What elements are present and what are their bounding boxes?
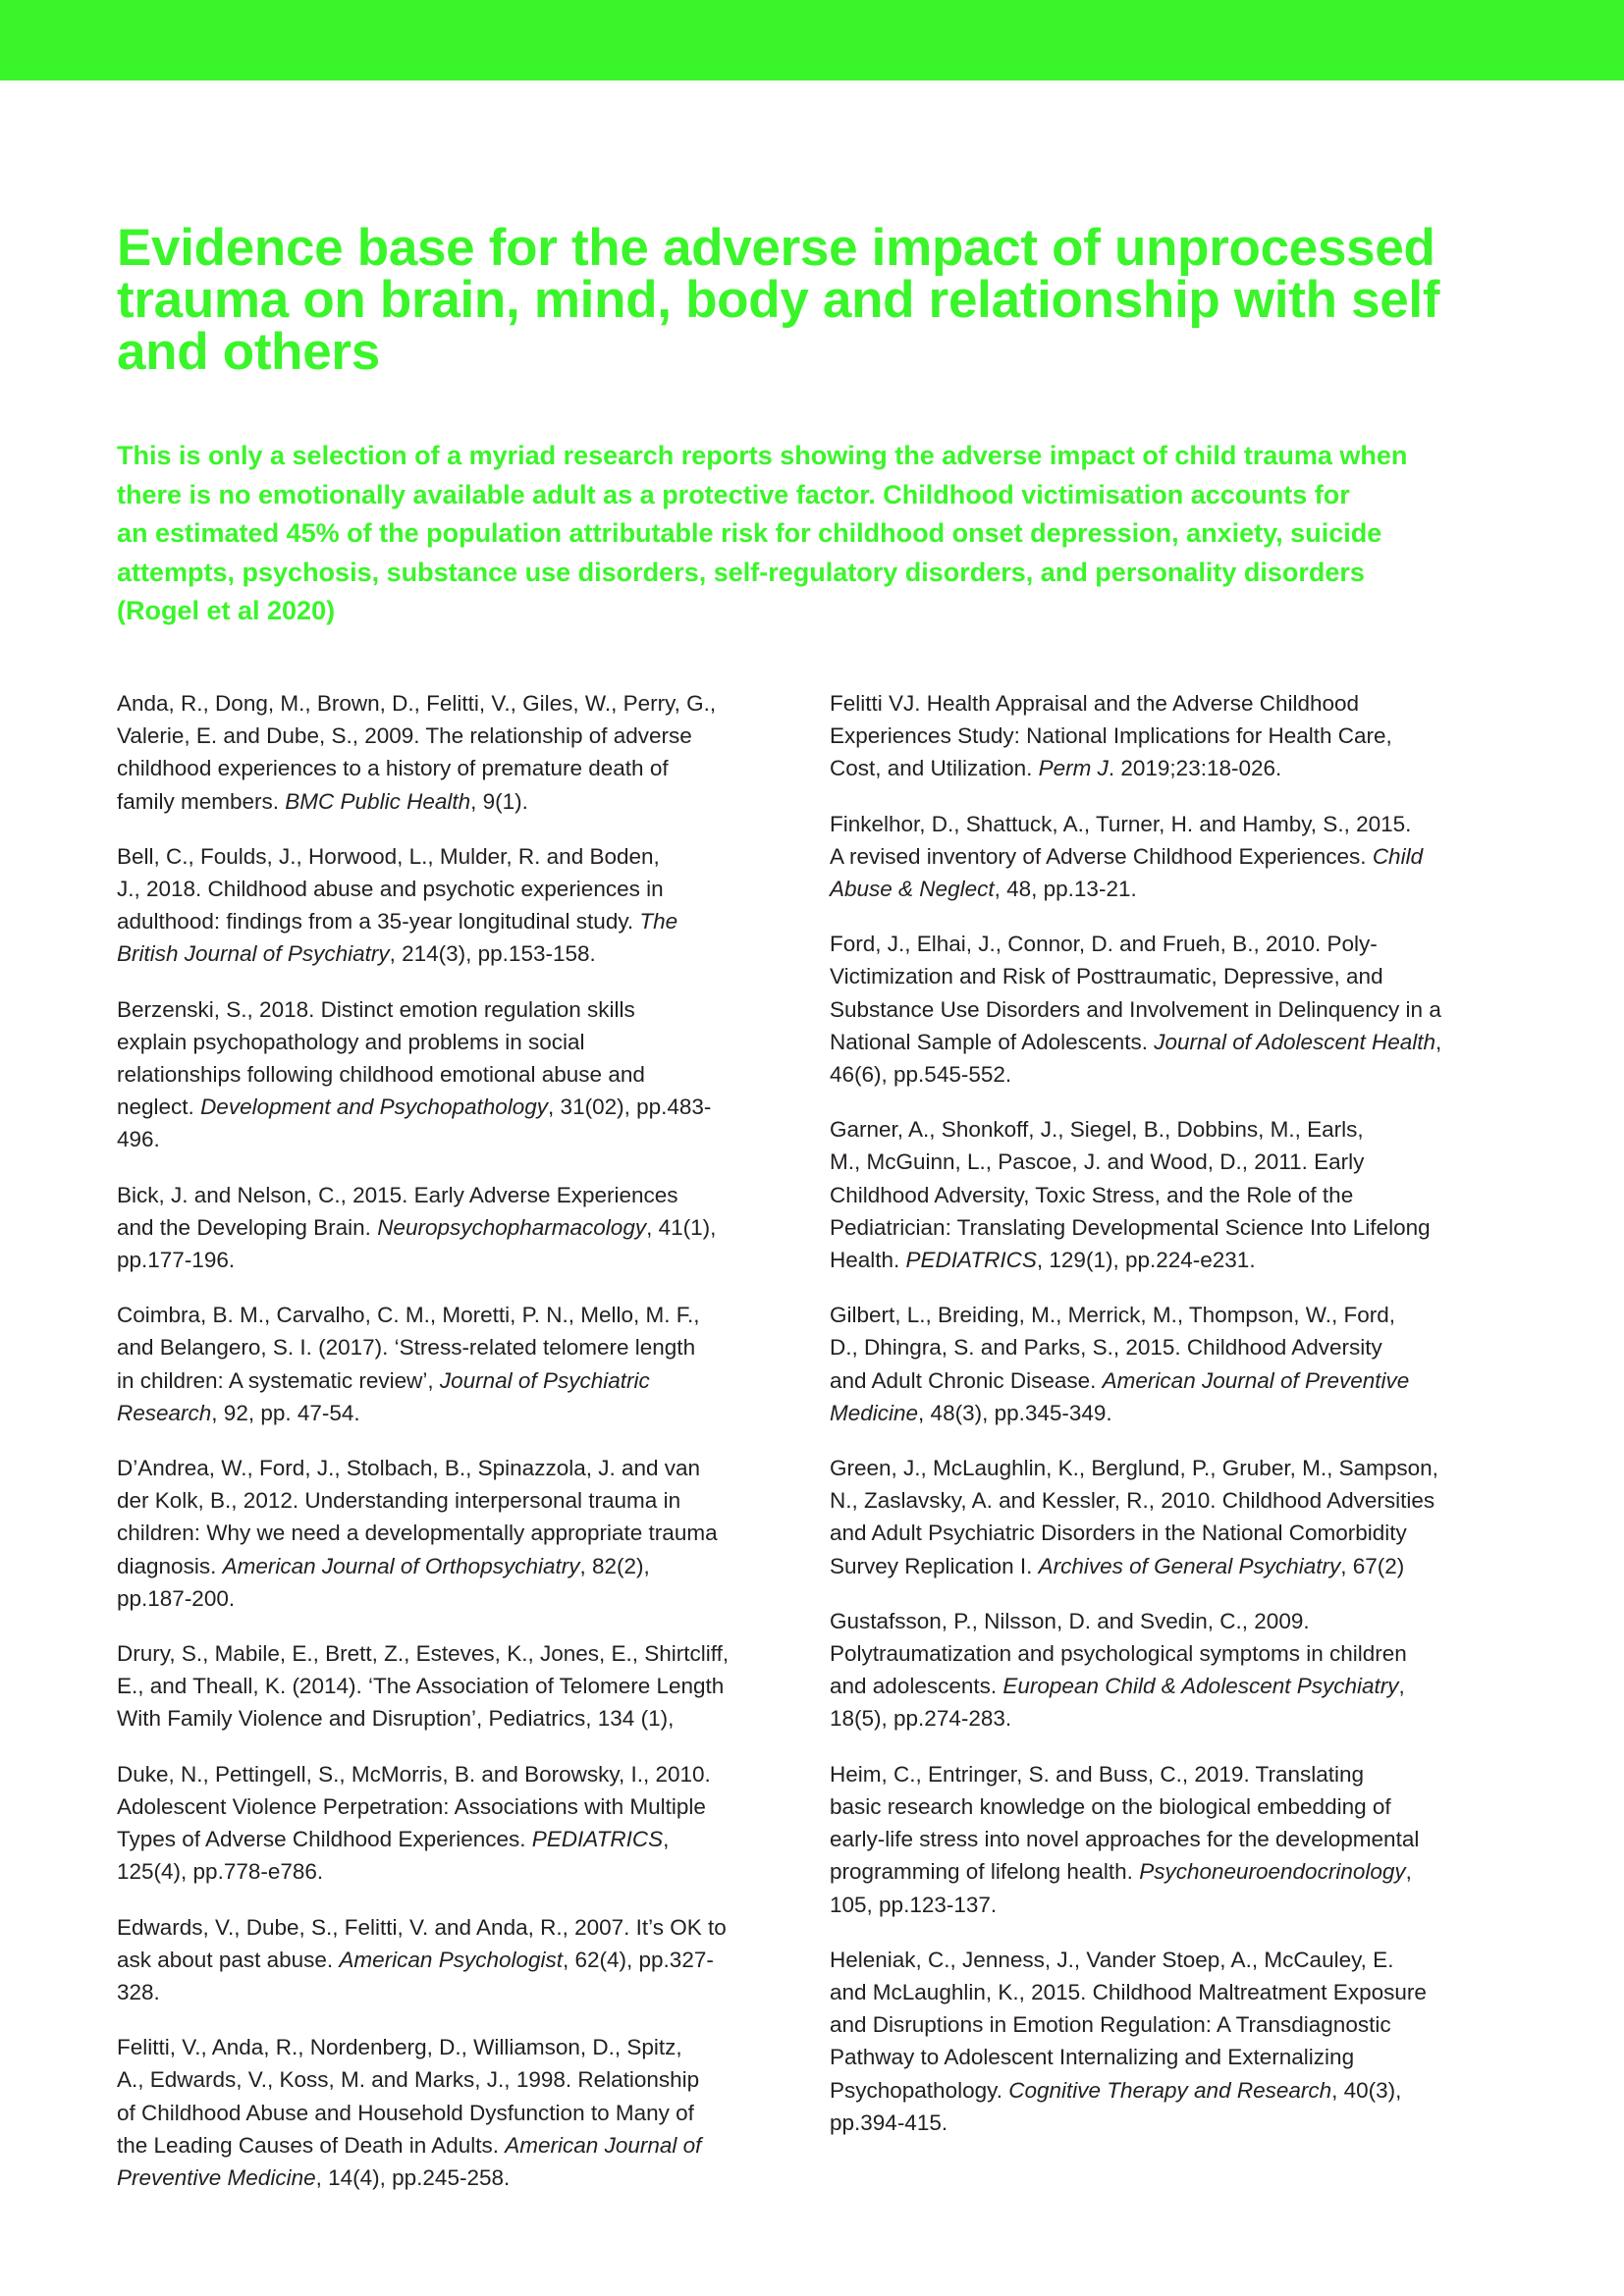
reference-entry — [830, 928, 1517, 1091]
reference-line: Duke, N., Pettingell, S., McMorris, B. and Borowsky, I., 2010. — [117, 1761, 711, 1787]
reference-line: D’Andrea, W., Ford, J., Stolbach, B., Spinazzola, J. and van — [117, 1456, 701, 1481]
reference-line: in children: A systematic review’, Journal of Psychiatric — [117, 1367, 650, 1393]
reference-line: diagnosis. American Journal of Orthopsychiatry, 82(2), — [117, 1553, 650, 1578]
reference-line: early-life stress into novel approaches for the developmental — [830, 1827, 1420, 1852]
reference-journal-title: Cognitive Therapy and Research — [1008, 2077, 1332, 2103]
reference-line: 46(6), pp.545-552. — [830, 1062, 1012, 1088]
reference-line: family members. BMC Public Health, 9(1). — [117, 788, 528, 814]
reference-line: Berzenski, S., 2018. Distinct emotion regulation skills — [117, 996, 635, 1022]
reference-entry — [117, 1452, 804, 1615]
reference-line: Valerie, E. and Dube, S., 2009. The relationship of adverse — [117, 723, 692, 749]
reference-journal-title: Psychoneuroendocrinology — [1139, 1859, 1406, 1885]
reference-line: Finkelhor, D., Shattuck, A., Turner, H. and Hamby, S., 2015. — [830, 811, 1412, 836]
reference-journal-title: PEDIATRICS — [531, 1827, 664, 1852]
intro-paragraph — [117, 437, 1541, 631]
reference-journal-title: British Journal of Psychiatry — [117, 941, 390, 967]
reference-line: N., Zaslavsky, A. and Kessler, R., 2010. Childhood Adversities — [830, 1488, 1435, 1514]
reference-line: Bick, J. and Nelson, C., 2015. Early Adverse Experiences — [117, 1182, 678, 1207]
page-title-line: and others — [117, 323, 380, 381]
reference-line: Coimbra, B. M., Carvalho, C. M., Moretti, P. N., Mello, M. F., — [117, 1303, 700, 1328]
reference-journal-title: Neuropsychopharmacology — [377, 1214, 647, 1240]
reference-line: Edwards, V., Dube, S., Felitti, V. and Anda, R., 2007. It’s OK to — [117, 1914, 727, 1940]
reference-journal-title: Perm J — [1038, 756, 1109, 781]
reference-line: Pediatrician: Translating Developmental Science Into Lifelong — [830, 1214, 1431, 1240]
reference-line: British Journal of Psychiatry, 214(3), pp.153-158. — [117, 941, 596, 967]
reference-journal-title: Archives of General Psychiatry — [1038, 1553, 1341, 1578]
reference-line: basic research knowledge on the biological embedding of — [830, 1793, 1391, 1819]
reference-line: Preventive Medicine, 14(4), pp.245-258. — [117, 2164, 511, 2190]
reference-line: and adolescents. European Child & Adolescent Psychiatry, — [830, 1674, 1405, 1699]
reference-line: and Adult Chronic Disease. American Journal of Preventive — [830, 1367, 1410, 1393]
reference-journal-title: American Psychologist — [339, 1947, 563, 1972]
reference-entry — [117, 1911, 804, 2009]
reference-line: adulthood: findings from a 35-year longitudinal study. The — [117, 909, 678, 934]
intro-line: (Rogel et al 2020) — [117, 596, 336, 625]
reference-line: 496. — [117, 1127, 160, 1152]
reference-line: explain psychopathology and problems in social — [117, 1029, 585, 1054]
references-left-column — [117, 687, 804, 2216]
reference-entry — [117, 840, 804, 971]
reference-entry — [117, 1758, 804, 1889]
reference-line: and Adult Psychiatric Disorders in the National Comorbidity — [830, 1521, 1407, 1546]
reference-journal-title: BMC Public Health — [285, 788, 471, 814]
reference-line: Pathway to Adolescent Internalizing and Externalizing — [830, 2045, 1355, 2070]
reference-line: National Sample of Adolescents. Journal of Adolescent Health, — [830, 1029, 1442, 1054]
page-title — [117, 219, 1531, 381]
reference-line: A revised inventory of Adverse Childhood Experiences. Child — [830, 843, 1424, 869]
reference-line: Medicine, 48(3), pp.345-349. — [830, 1400, 1112, 1425]
reference-line: of Childhood Abuse and Household Dysfunction to Many of — [117, 2100, 694, 2125]
reference-line: D., Dhingra, S. and Parks, S., 2015. Childhood Adversity — [830, 1335, 1382, 1361]
reference-line: J., 2018. Childhood abuse and psychotic experiences in — [117, 877, 664, 902]
reference-entry — [117, 1179, 804, 1277]
reference-line: Victimization and Risk of Posttraumatic, Depressive, and — [830, 964, 1383, 989]
reference-line: Felitti, V., Anda, R., Nordenberg, D., Williamson, D., Spitz, — [117, 2035, 682, 2060]
reference-line: Gustafsson, P., Nilsson, D. and Svedin, C., 2009. — [830, 1608, 1310, 1633]
reference-line: Health. PEDIATRICS, 129(1), pp.224-e231. — [830, 1248, 1256, 1273]
reference-line: With Family Violence and Disruption’, Pediatrics, 134 (1), — [117, 1706, 675, 1732]
page-title-line: Evidence base for the adverse impact of unprocessed — [117, 219, 1435, 277]
reference-line: childhood experiences to a history of premature death of — [117, 756, 669, 781]
reference-line: M., McGuinn, L., Pascoe, J. and Wood, D., 2011. Early — [830, 1149, 1365, 1175]
reference-line: ask about past abuse. American Psychologist, 62(4), pp.327- — [117, 1947, 714, 1972]
reference-line: 18(5), pp.274-283. — [830, 1706, 1012, 1732]
reference-entry — [830, 1452, 1517, 1582]
reference-line: Bell, C., Foulds, J., Horwood, L., Mulder, R. and Boden, — [117, 843, 660, 869]
reference-line: A., Edwards, V., Koss, M. and Marks, J., 1998. Relationship — [117, 2067, 700, 2093]
reference-journal-title: Journal of Psychiatric — [439, 1367, 650, 1393]
reference-line: 105, pp.123-137. — [830, 1892, 998, 1917]
reference-journal-title: American Journal of — [505, 2132, 702, 2158]
reference-line: Survey Replication I. Archives of General Psychiatry, 67(2) — [830, 1553, 1405, 1578]
reference-line: Childhood Adversity, Toxic Stress, and the Role of the — [830, 1182, 1354, 1207]
reference-journal-title: Research — [117, 1400, 212, 1425]
reference-journal-title: The — [639, 909, 678, 934]
references-right-column — [830, 687, 1517, 2162]
reference-line: programming of lifelong health. Psychoneuroendocrinology, — [830, 1859, 1412, 1885]
reference-journal-title: Journal of Adolescent Health — [1154, 1029, 1436, 1054]
reference-entry — [830, 1113, 1517, 1276]
reference-line: Cost, and Utilization. Perm J. 2019;23:18-026. — [830, 756, 1282, 781]
reference-line: pp.187-200. — [117, 1585, 236, 1611]
reference-line: the Leading Causes of Death in Adults. American Journal of — [117, 2132, 702, 2158]
reference-entry — [117, 2031, 804, 2194]
reference-line: relationships following childhood emotional abuse and — [117, 1062, 645, 1088]
intro-line: attempts, psychosis, substance use disorders, self-regulatory disorders, and personality disorders — [117, 557, 1365, 587]
reference-line: and the Developing Brain. Neuropsychopharmacology, 41(1), — [117, 1214, 717, 1240]
reference-entry — [117, 1299, 804, 1429]
reference-line: E., and Theall, K. (2014). ‘The Association of Telomere Length — [117, 1674, 725, 1699]
reference-entry — [117, 993, 804, 1156]
reference-entry — [830, 1944, 1517, 2139]
reference-line: and Disruptions in Emotion Regulation: A Transdiagnostic — [830, 2012, 1391, 2038]
reference-line: Heim, C., Entringer, S. and Buss, C., 2019. Translating — [830, 1761, 1365, 1787]
reference-line: Types of Adverse Childhood Experiences. PEDIATRICS, — [117, 1827, 670, 1852]
reference-line: pp.394-415. — [830, 2109, 948, 2135]
reference-journal-title: Medicine — [830, 1400, 919, 1425]
reference-line: Substance Use Disorders and Involvement in Delinquency in a — [830, 996, 1441, 1022]
reference-line: children: Why we need a developmentally appropriate trauma — [117, 1521, 718, 1546]
reference-line: Felitti VJ. Health Appraisal and the Adverse Childhood — [830, 691, 1360, 716]
intro-line: an estimated 45% of the population attributable risk for childhood onset depression, anxiety, suicide — [117, 518, 1382, 548]
reference-line: Heleniak, C., Jenness, J., Vander Stoep, A., McCauley, E. — [830, 1947, 1394, 1972]
reference-journal-title: Development and Psychopathology — [200, 1095, 549, 1120]
reference-line: Anda, R., Dong, M., Brown, D., Felitti, V., Giles, W., Perry, G., — [117, 691, 717, 716]
reference-line: der Kolk, B., 2012. Understanding interpersonal trauma in — [117, 1488, 681, 1514]
reference-line: and Belangero, S. I. (2017). ‘Stress-related telomere length — [117, 1335, 696, 1361]
reference-line: Green, J., McLaughlin, K., Berglund, P., Gruber, M., Sampson, — [830, 1456, 1438, 1481]
reference-journal-title: PEDIATRICS — [905, 1248, 1037, 1273]
reference-entry — [830, 687, 1517, 785]
reference-line: Ford, J., Elhai, J., Connor, D. and Frueh, B., 2010. Poly- — [830, 932, 1378, 957]
reference-journal-title: Child — [1372, 843, 1424, 869]
reference-line: Psychopathology. Cognitive Therapy and Research, 40(3), — [830, 2077, 1402, 2103]
reference-entry — [830, 808, 1517, 906]
reference-line: Experiences Study: National Implications for Health Care, — [830, 723, 1392, 749]
intro-line: there is no emotionally available adult as a protective factor. Childhood victimisation accounts for — [117, 479, 1350, 509]
reference-line: Garner, A., Shonkoff, J., Siegel, B., Dobbins, M., Earls, — [830, 1117, 1364, 1143]
reference-journal-title: American Journal of Preventive — [1102, 1367, 1410, 1393]
intro-line: This is only a selection of a myriad research reports showing the adverse impact of child trauma when — [117, 441, 1408, 470]
reference-entry — [117, 687, 804, 818]
reference-entry — [830, 1605, 1517, 1735]
reference-journal-title: European Child & Adolescent Psychiatry — [1002, 1674, 1399, 1699]
reference-line: 328. — [117, 1979, 160, 2004]
reference-journal-title: Abuse & Neglect — [830, 877, 995, 902]
reference-line: pp.177-196. — [117, 1248, 236, 1273]
reference-line: Research, 92, pp. 47-54. — [117, 1400, 360, 1425]
reference-entry — [830, 1758, 1517, 1921]
reference-line: 125(4), pp.778-e786. — [117, 1859, 324, 1885]
reference-journal-title: Preventive Medicine — [117, 2164, 316, 2190]
reference-line: Polytraumatization and psychological symptoms in children — [830, 1641, 1407, 1667]
top-color-band — [0, 0, 1624, 80]
reference-entry — [117, 1637, 804, 1735]
reference-line: neglect. Development and Psychopathology, 31(02), pp.483- — [117, 1095, 712, 1120]
reference-line: Drury, S., Mabile, E., Brett, Z., Esteves, K., Jones, E., Shirtcliff, — [117, 1641, 730, 1667]
reference-entry — [830, 1299, 1517, 1429]
reference-journal-title: American Journal of Orthopsychiatry — [222, 1553, 580, 1578]
reference-line: Adolescent Violence Perpetration: Associations with Multiple — [117, 1793, 706, 1819]
reference-line: Abuse & Neglect, 48, pp.13-21. — [830, 877, 1137, 902]
reference-line: and McLaughlin, K., 2015. Childhood Maltreatment Exposure — [830, 1979, 1427, 2004]
reference-line: Gilbert, L., Breiding, M., Merrick, M., Thompson, W., Ford, — [830, 1303, 1395, 1328]
page-title-line: trauma on brain, mind, body and relationship with self — [117, 271, 1440, 329]
